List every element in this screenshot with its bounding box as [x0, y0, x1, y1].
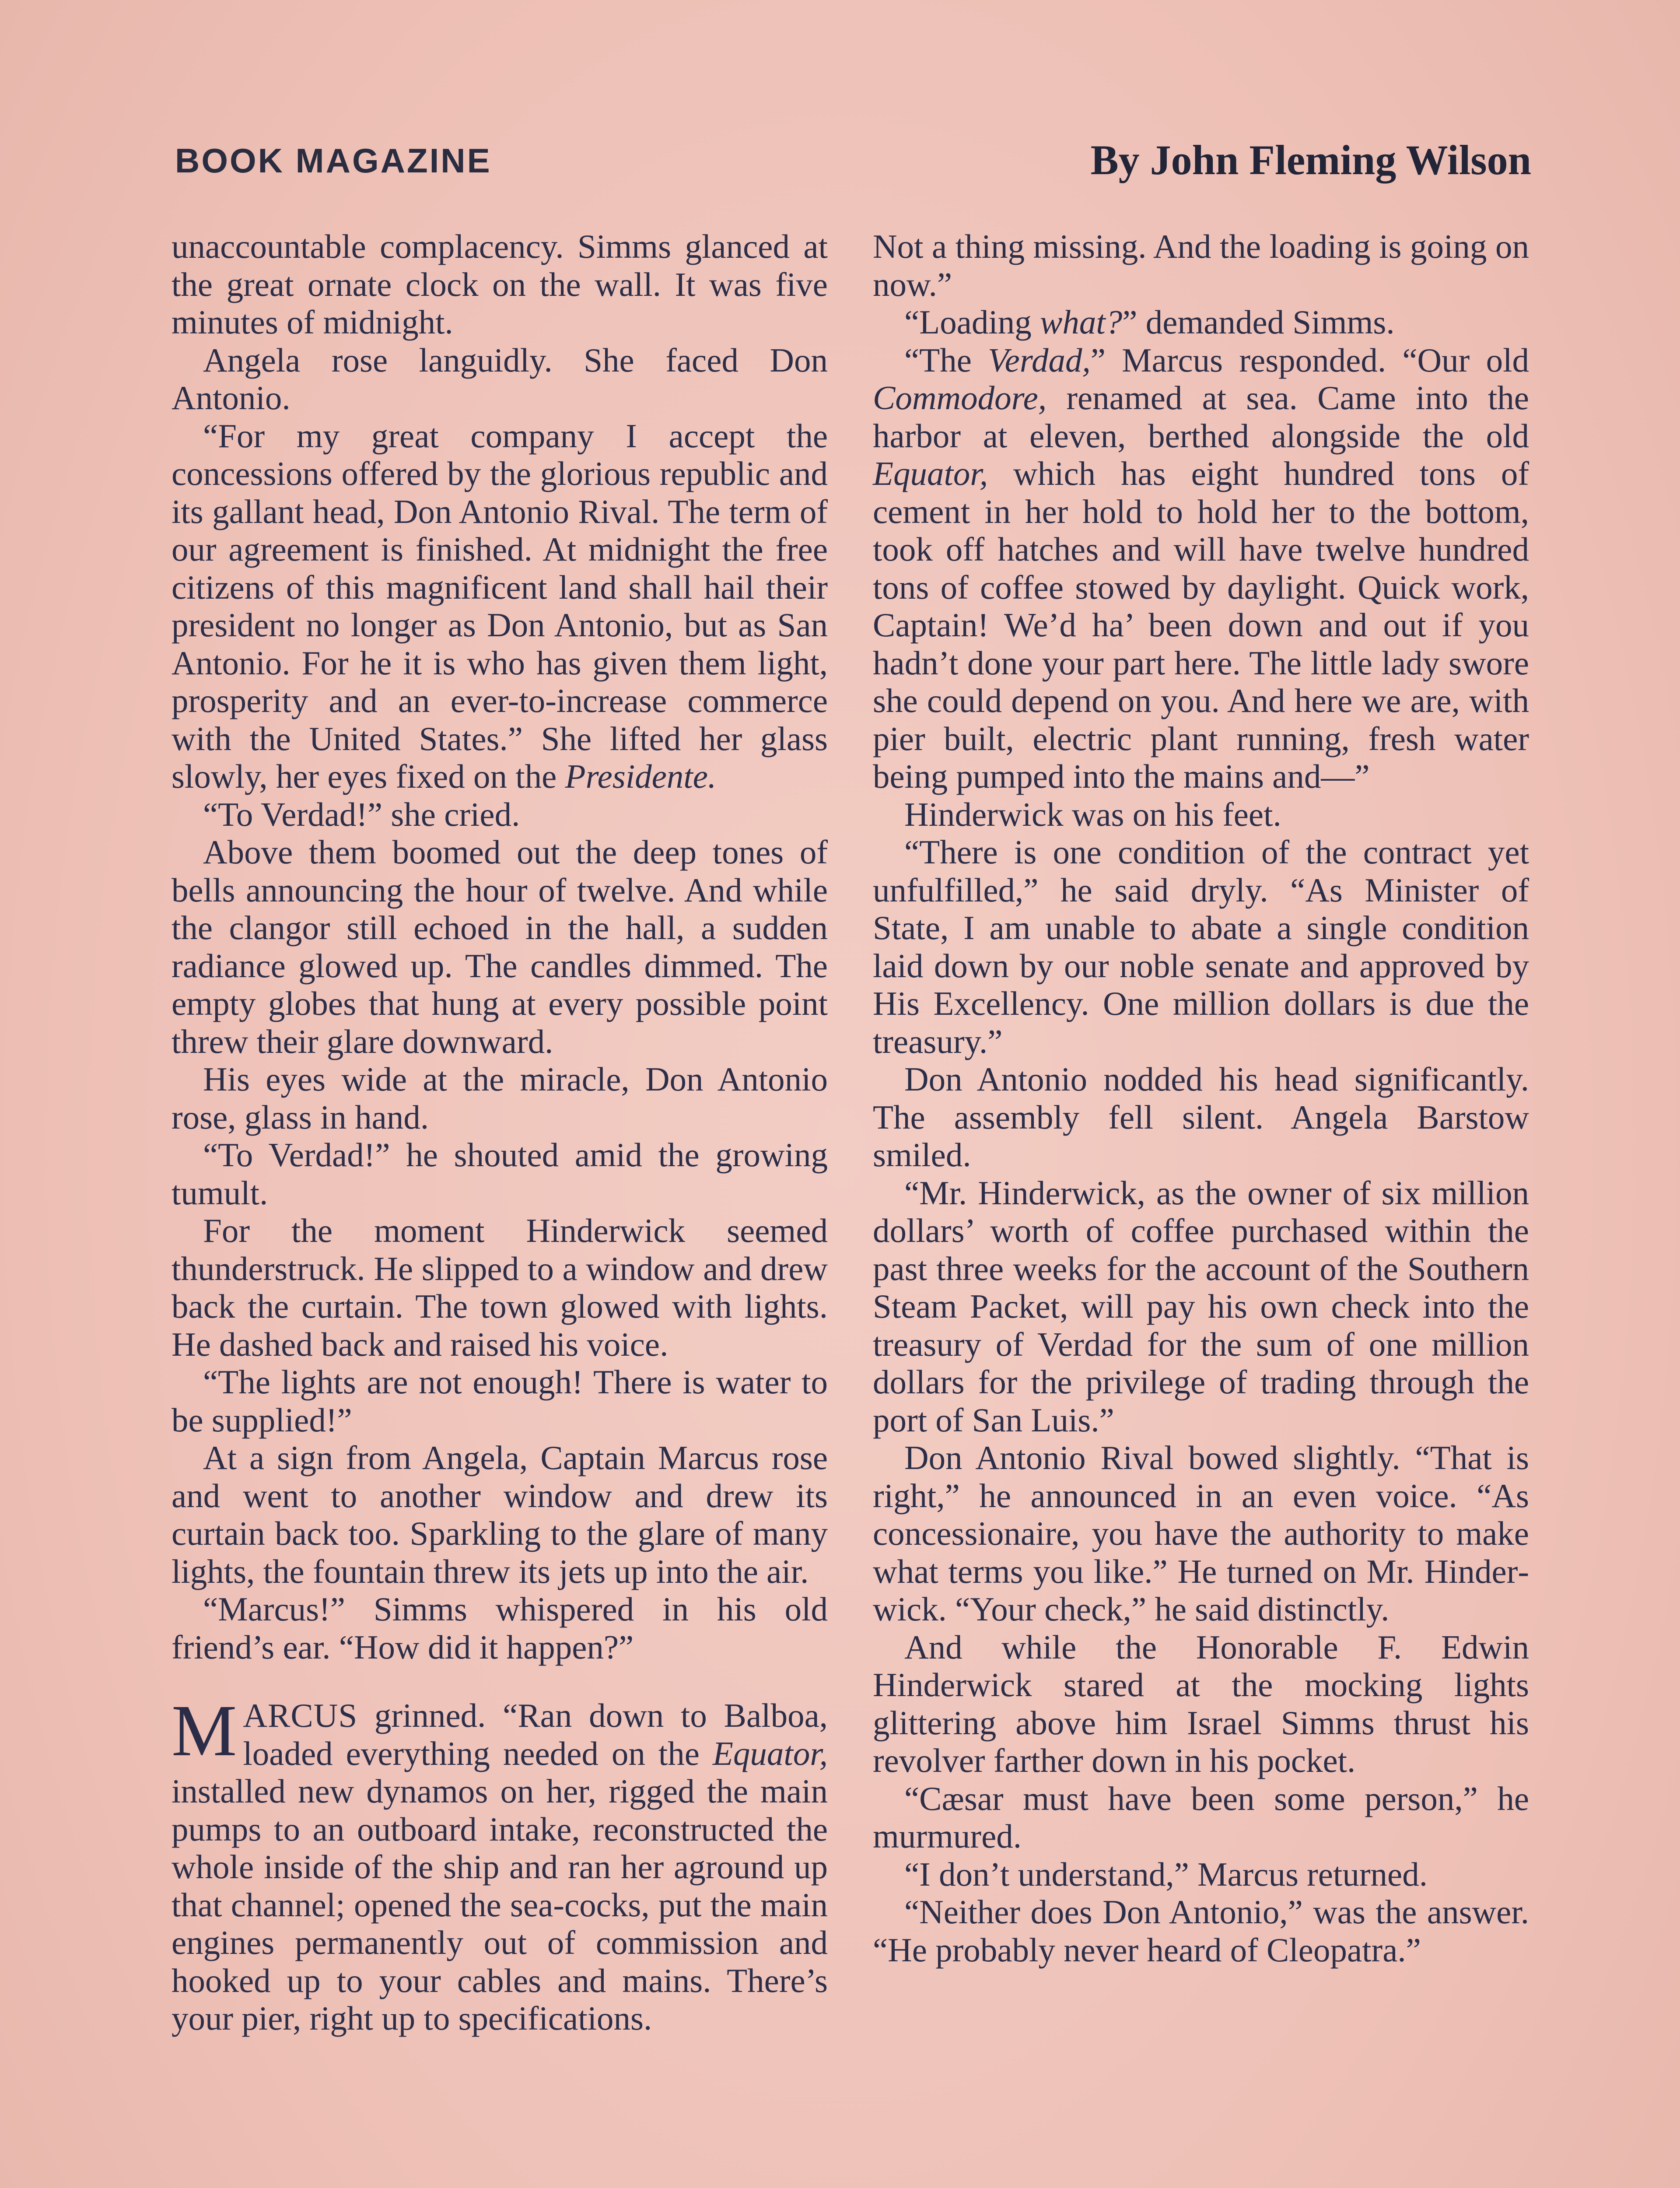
- italic-word: Presidente.: [565, 757, 717, 795]
- paragraph: “Mr. Hinderwick, as the owner of six million dollars’ worth of coffee purchased within the past three weeks for the account of the Southern Steam Packet, will pay his own check into the treasury of Verdad for the sum of one million dollars for the privilege of trading through the port of San Luis.”: [873, 1174, 1529, 1439]
- left-column: [172, 228, 828, 2037]
- running-header: [175, 136, 1531, 188]
- paragraph: Don Antonio nodded his head significantly. The assembly fell silent. Angela Barstow smiled.: [873, 1060, 1529, 1174]
- paragraph: For the moment Hinderwick seemed thunderstruck. He slipped to a window and drew back the curtain. The town glowed with lights. He dashed back and raised his voice.: [172, 1212, 828, 1363]
- paragraph: Not a thing missing. And the loading is going on now.”: [873, 228, 1529, 303]
- paragraph: At a sign from Angela, Captain Marcus rose and went to another window and drew its curtain back too. Sparkling to the glare of many lights, the fountain threw its jets up into the air.: [172, 1439, 828, 1590]
- paragraph: Angela rose languidly. She faced Don Antonio.: [172, 341, 828, 417]
- italic-word: Commodore,: [873, 379, 1047, 417]
- italic-word: what?: [1040, 303, 1123, 341]
- paragraph: Above them boomed out the deep tones of bells announcing the hour of twelve. And while the clangor still echoed in the hall, a sudden radiance glowed up. The candles dimmed. The empty globes that hung at every possible point threw their glare downward.: [172, 833, 828, 1060]
- paragraph: [172, 417, 828, 796]
- paragraph: unaccountable complacency. Simms glanced at the great ornate clock on the wall. It was five minutes of midnight.: [172, 228, 828, 341]
- author-byline: By John Fleming Wilson: [1090, 137, 1531, 183]
- paragraph: “Cæsar must have been some person,” he murmured.: [873, 1779, 1529, 1855]
- paragraph-text: “For my great company I accept the concessions offered by the glorious republic and its gallant head, Don Antonio Rival. The term of our agreement is finished. At midnight the free citizens of this magnificent land shall hail their president no longer as Don Antonio, but as San Antonio. For he it is who has given them light, prosperity and an ever-to-increase commerce with the United States.” She lifted her glass slowly, her eyes fixed on the: [172, 417, 828, 795]
- right-column: [873, 228, 1529, 1969]
- paragraph: “To Verdad!” he shouted amid the growing tumult.: [172, 1136, 828, 1212]
- italic-word: Equator,: [712, 1734, 828, 1772]
- italic-word: Verdad,: [988, 341, 1091, 379]
- paragraph: And while the Honorable F. Edwin Hinderwick stared at the mocking lights glittering above him Israel Simms thrust his revolver farther down in his pocket.: [873, 1628, 1529, 1779]
- paragraph: [873, 303, 1529, 341]
- small-caps-word: ARCUS: [243, 1697, 358, 1734]
- paragraph: Hinderwick was on his feet.: [904, 795, 1281, 833]
- paragraph-text: installed new dynamos on her, rigged the main pumps to an outboard intake, reconstructed the whole inside of the ship and ran her aground up that channel; opened the sea-cocks, put the main engines permanently out of commission and hooked up to your cables and mains. There’s your pier, right up to specifications.: [172, 1772, 828, 2037]
- paragraph: [873, 341, 1529, 796]
- paragraph: “Marcus!” Simms whispered in his old friend’s ear. “How did it happen?”: [172, 1590, 828, 1666]
- paragraph-text: renamed at sea. Came into the harbor at eleven, berthed alongside the old: [873, 379, 1529, 455]
- paragraph: “Neither does Don Antonio,” was the answer. “He probably never heard of Cleopatra.”: [873, 1893, 1529, 1969]
- paragraph-text: “The: [904, 341, 988, 379]
- magazine-title: BOOK MAGAZINE: [175, 141, 492, 180]
- paragraph-text: “Loading: [904, 303, 1040, 341]
- paragraph: His eyes wide at the miracle, Don Antonio rose, glass in hand.: [172, 1060, 828, 1136]
- drop-cap: M: [172, 1690, 237, 1771]
- paragraph: Don Antonio Rival bowed slightly. “That is right,” he announced in an even voice. “As concessionaire, you have the authority to make what terms you like.” He turned on Mr. Hinderwick. “Your check,” he said distinctly.: [873, 1439, 1529, 1628]
- paragraph-text: grinned. “Ran down to Balboa, loaded everything needed on the: [243, 1697, 828, 1772]
- dropcap-paragraph: [172, 1690, 828, 2037]
- paragraph: “There is one condition of the contract yet unfulfilled,” he said dryly. “As Minister of State, I am unable to abate a single condition laid down by our noble senate and approved by His Excellency. One million dollars is due the treasury.”: [873, 833, 1529, 1060]
- paragraph-text: ” demanded Simms.: [1122, 303, 1395, 341]
- paragraph-text: ” Marcus responded. “Our old: [1090, 341, 1529, 379]
- italic-word: Equator,: [873, 455, 988, 492]
- paragraph: “The lights are not enough! There is water to be supplied!”: [172, 1363, 828, 1439]
- paragraph: “I don’t understand,” Marcus returned.: [904, 1855, 1428, 1893]
- paragraph: “To Verdad!” she cried.: [203, 795, 520, 833]
- paragraph-text: which has eight hundred tons of cement in her hold to hold her to the bottom, took off hatches and will have twelve hundred tons of coffee stowed by daylight. Quick work, Captain! We’d ha’ been down and out if you hadn’t done your part here. The little lady swore she could depend on you. And here we are, with pier built, electric plant running, fresh water being pumped into the mains and—”: [873, 455, 1529, 795]
